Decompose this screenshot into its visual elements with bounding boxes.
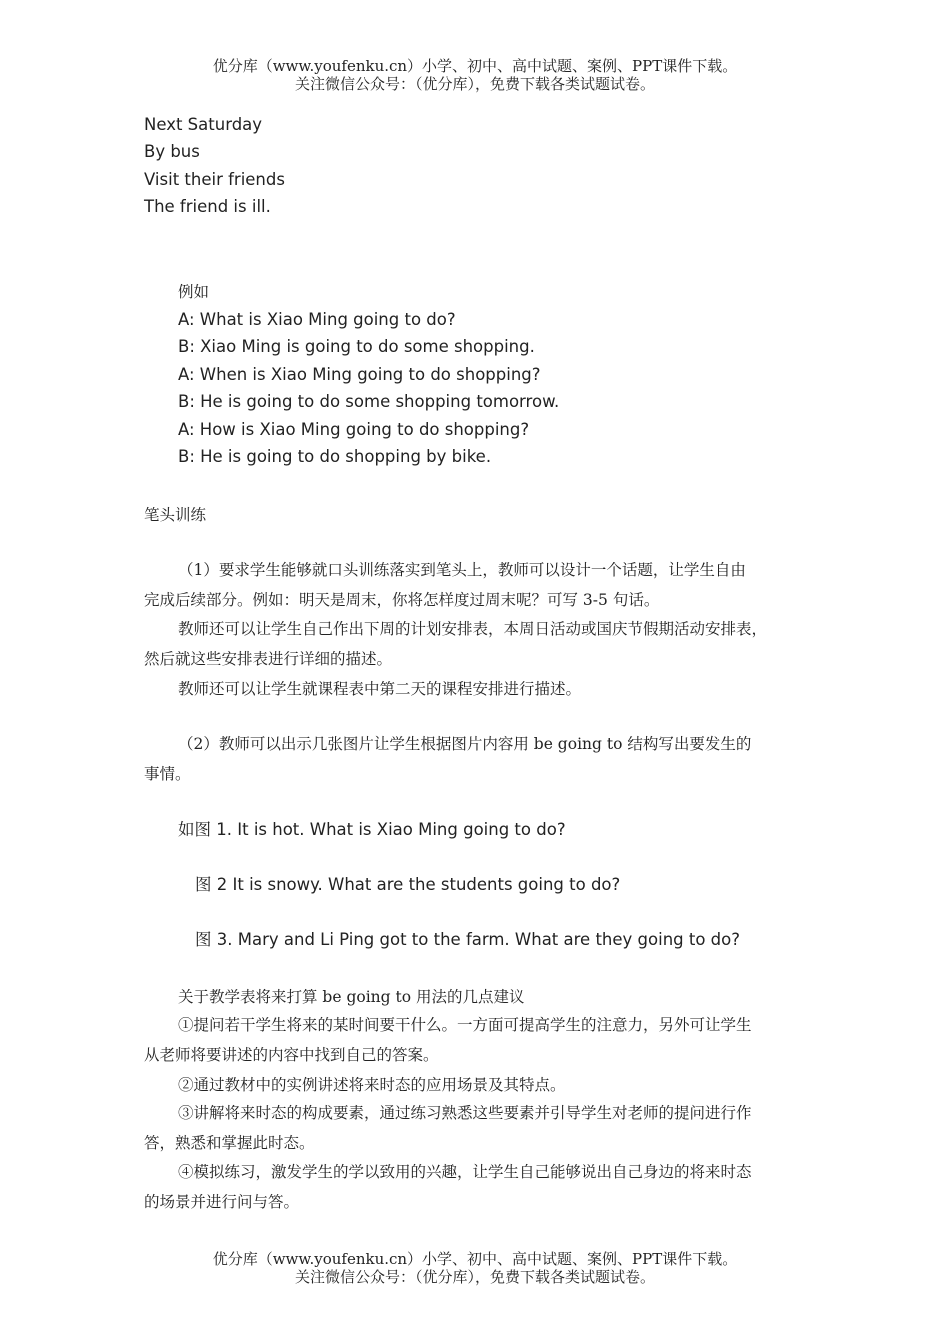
suggestion-line: ④模拟练习，激发学生的学以致用的兴趣，让学生自己能够说出自己身边的将来时态 xyxy=(178,1163,752,1181)
picture-prompt-3: 图 3. Mary and Li Ping got to the farm. What are they going to do? xyxy=(195,930,740,949)
suggestion-line: 答，熟悉和掌握此时态。 xyxy=(144,1134,315,1152)
paragraph-line: 教师还可以让学生就课程表中第二天的课程安排进行描述。 xyxy=(178,680,582,698)
picture-prompt-2: 图 2 It is snowy. What are the students going to do? xyxy=(195,875,621,894)
paragraph-line: 事情。 xyxy=(144,765,191,783)
dialogue-line: B: He is going to do some shopping tomorrow. xyxy=(178,392,560,411)
dialogue-line: A: What is Xiao Ming going to do? xyxy=(178,310,456,329)
suggestion-line: 从老师将要讲述的内容中找到自己的答案。 xyxy=(144,1046,439,1064)
page-footer xyxy=(0,1250,950,1286)
info-line-1: Next Saturday xyxy=(144,115,263,134)
suggestion-line: 的场景并进行问与答。 xyxy=(144,1193,300,1211)
paragraph-line: 完成后续部分。例如：明天是周末，你将怎样度过周末呢？可写 3-5 句话。 xyxy=(144,591,660,609)
header-line-2: 关注微信公众号：（优分库），免费下载各类试题试卷。 xyxy=(294,75,655,93)
footer-line-1: 优分库（www.youfenku.cn）小学、初中、高中试题、案例、PPT课件下载。 xyxy=(212,1250,738,1268)
info-line-2: By bus xyxy=(144,142,200,161)
picture-prompt-1: 如图 1. It is hot. What is Xiao Ming going to do? xyxy=(178,820,566,839)
paragraph-line: （1）要求学生能够就口头训练落实到笔头上，教师可以设计一个话题，让学生自由 xyxy=(178,561,746,579)
suggestion-line: ③讲解将来时态的构成要素，通过练习熟悉这些要素并引导学生对老师的提问进行作 xyxy=(178,1104,752,1122)
suggestions-title: 关于教学表将来打算 be going to 用法的几点建议 xyxy=(178,988,525,1006)
paragraph-line: （2）教师可以出示几张图片让学生根据图片内容用 be going to 结构写出要发生的 xyxy=(178,735,752,753)
info-line-3: Visit their friends xyxy=(144,170,285,189)
page-header xyxy=(0,57,950,93)
paragraph-line: 然后就这些安排表进行详细的描述。 xyxy=(144,650,393,668)
footer-line-2: 关注微信公众号：（优分库），免费下载各类试题试卷。 xyxy=(294,1268,655,1286)
example-label: 例如 xyxy=(178,283,210,301)
dialogue-line: B: He is going to do shopping by bike. xyxy=(178,447,492,466)
dialogue-line: B: Xiao Ming is going to do some shopping. xyxy=(178,337,535,356)
info-line-4: The friend is ill. xyxy=(144,197,271,216)
paragraph-line: 教师还可以让学生自己作出下周的计划安排表，本周日活动或国庆节假期活动安排表， xyxy=(178,620,768,638)
dialogue-line: A: When is Xiao Ming going to do shopping? xyxy=(178,365,541,384)
section-heading: 笔头训练 xyxy=(144,506,207,524)
dialogue-line: A: How is Xiao Ming going to do shopping? xyxy=(178,420,530,439)
suggestion-line: ②通过教材中的实例讲述将来时态的应用场景及其特点。 xyxy=(178,1076,566,1094)
header-line-1: 优分库（www.youfenku.cn）小学、初中、高中试题、案例、PPT课件下载。 xyxy=(212,57,738,75)
suggestion-line: ①提问若干学生将来的某时间要干什么。一方面可提高学生的注意力，另外可让学生 xyxy=(178,1016,752,1034)
